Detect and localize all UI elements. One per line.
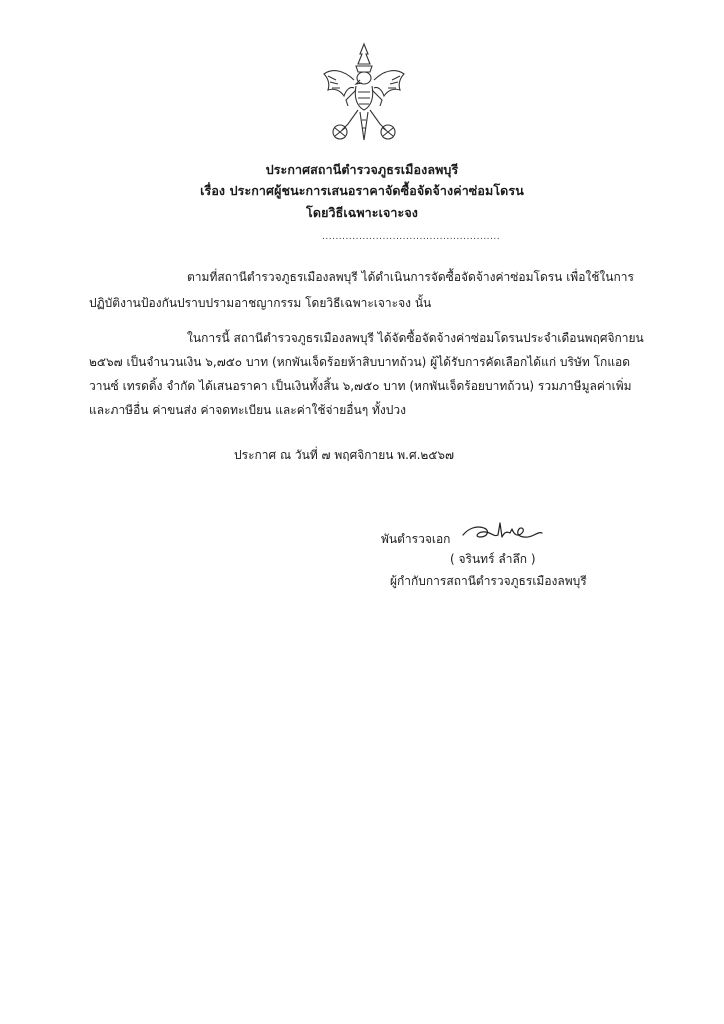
procurement-method: โดยวิธีเฉพาะเจาะจง: [306, 205, 418, 220]
paragraph-1-line-1: ตามที่สถานีตำรวจภูธรเมืองลพบุรี ได้ดำเนินการจัดซื้อจัดจ้างค่าซ่อมโดรน เพื่อใช้ในการ: [187, 270, 634, 284]
paragraph-2-line-3: วานซ์ เทรดดิ้ง จำกัด ได้เสนอราคา เป็นเงินทั้งสิ้น ๖,๗๕๐ บาท (หกพันเจ็ดร้อยบาทถ้วน) รวมภาษีมูลค่าเพิ่ม: [89, 379, 632, 393]
signer-position: ผู้กำกับการสถานีตำรวจภูธรเมืองลพบุรี: [390, 574, 587, 588]
announcement-date: ประกาศ ณ วันที่ ๗ พฤศจิกายน พ.ศ.๒๕๖๗: [234, 448, 455, 462]
signer-name: ( จรินทร์ ลำลึก ): [450, 552, 536, 566]
paragraph-2-line-2: ๒๕๖๗ เป็นจำนวนเงิน ๖,๗๕๐ บาท (หกพันเจ็ดร้อยห้าสิบบาทถ้วน) ผู้ได้รับการคัดเลือกได้แก่ บริษัท โกแอด: [89, 355, 631, 369]
paragraph-2-line-1: ในการนี้ สถานีตำรวจภูธรเมืองลพบุรี ได้จัดซื้อจัดจ้างค่าซ่อมโดรนประจำเดือนพฤศจิกายน: [187, 331, 644, 345]
signer-rank: พันตำรวจเอก: [381, 532, 451, 546]
paragraph-1-line-2: ปฏิบัติงานป้องกันปราบปรามอาชญากรรม โดยวิธีเฉพาะเจาะจง นั้น: [89, 296, 432, 310]
garuda-emblem-icon: [318, 40, 410, 144]
document-subject: เรื่อง ประกาศผู้ชนะการเสนอราคาจัดซื้อจัดจ้างค่าซ่อมโดรน: [200, 183, 524, 198]
handwritten-signature-icon: [460, 515, 545, 543]
title-divider: .....................................................: [322, 232, 501, 242]
paragraph-2-line-4: และภาษีอื่น ค่าขนส่ง ค่าจดทะเบียน และค่าใช้จ่ายอื่นๆ ทั้งปวง: [89, 403, 406, 417]
document-title: ประกาศสถานีตำรวจภูธรเมืองลพบุรี: [265, 162, 459, 177]
